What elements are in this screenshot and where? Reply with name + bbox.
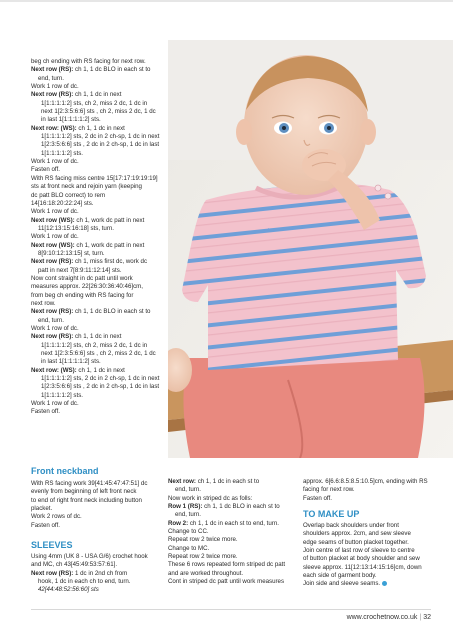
instruction-line — [31, 250, 169, 258]
instruction-line — [31, 350, 169, 358]
instruction-line — [31, 242, 169, 250]
instruction-text: 1[1:1:1:1:2] sts, ch 2, miss 2 dc, 1 dc in — [41, 99, 148, 107]
instruction-text: Fasten off. — [31, 521, 60, 529]
row-label: Next row (RS): — [31, 569, 74, 577]
instruction-line — [303, 572, 431, 580]
row-label: Next row (WS): — [31, 241, 75, 249]
instruction-text: 1[2:3:5:6:6] sts , 2 dc in 2 ch-sp, 1 dc in last — [41, 383, 160, 391]
instruction-text: and are worked throughout. — [168, 569, 244, 577]
instruction-line — [303, 495, 431, 503]
instruction-text: 1[1:1:1:1:2] sts. — [41, 391, 83, 399]
sleeves-end-text — [303, 478, 431, 503]
instruction-text: Join side and sleeve seams. — [303, 580, 381, 588]
instruction-text: of button placket at body shoulder and sew — [303, 555, 420, 563]
baby-photo-illustration — [168, 40, 453, 458]
row-label: Next row (RS): — [31, 333, 74, 341]
sleeves-continued-text — [168, 478, 298, 586]
instruction-line — [31, 333, 169, 341]
instruction-text: Fasten off. — [31, 408, 60, 416]
instruction-line — [303, 530, 431, 538]
instruction-line — [31, 292, 169, 300]
instruction-line — [31, 488, 161, 496]
instruction-line — [303, 547, 431, 555]
page-number: 32 — [423, 614, 431, 621]
row-label: Next row (WS): — [31, 216, 75, 224]
top-rule — [0, 0, 453, 2]
instruction-text: With RS facing miss centre 15[17:17:19:19:19] — [31, 174, 158, 182]
instruction-text: from beg ch ending with RS facing for — [31, 291, 134, 299]
instruction-line — [31, 258, 169, 266]
instruction-line — [31, 383, 169, 391]
instruction-text: Repeat row 2 twice more. — [168, 553, 238, 561]
instruction-text: facing for next row. — [303, 486, 355, 494]
footer-site-link[interactable]: www.crochetnow.co.uk — [346, 614, 418, 621]
page-footer — [335, 614, 431, 621]
pattern-instructions-top — [31, 58, 169, 417]
instruction-line — [168, 570, 298, 578]
instruction-line — [31, 561, 161, 569]
instruction-line — [31, 358, 169, 366]
instruction-line — [168, 561, 298, 569]
instruction-text: next row. — [31, 299, 56, 307]
instruction-line — [31, 308, 169, 316]
instruction-line — [303, 539, 431, 547]
instruction-text: Now cont straight in dc patt until work — [31, 274, 133, 282]
instruction-text: Now work in striped dc as folls: — [168, 494, 253, 502]
instruction-line — [31, 375, 169, 383]
instruction-text: ch 1, 1 dc in next — [76, 124, 125, 132]
sleeves-heading: SLEEVES — [31, 540, 73, 550]
instruction-line — [31, 497, 161, 505]
row-label: Next row: (WS): — [31, 124, 77, 132]
instruction-text: patt in next 7[8:9:11:12:14] sts. — [38, 266, 122, 274]
row-label: Next row (RS): — [31, 91, 74, 99]
instruction-text: Work 1 row of dc. — [31, 158, 79, 166]
end-of-pattern-icon — [382, 581, 387, 586]
instruction-text: Work 2 rows of dc. — [31, 513, 82, 521]
instruction-line — [303, 522, 431, 530]
instruction-line — [31, 75, 169, 83]
instruction-line — [31, 141, 169, 149]
instruction-line — [168, 545, 298, 553]
instruction-text: ch 1, work dc patt in next — [74, 241, 145, 249]
instruction-text: Overlap back shoulders under front — [303, 522, 399, 529]
instruction-text: 1[1:1:1:1:2] sts. — [41, 149, 83, 157]
row-label: Next row (RS): — [31, 308, 74, 316]
instruction-line — [31, 83, 169, 91]
instruction-text: 1[1:1:1:1:2] sts, ch 2, miss 2 dc, 1 dc in — [41, 341, 148, 349]
instruction-line — [31, 66, 169, 74]
instruction-text: Cont in striped dc patt until work measures — [168, 578, 285, 586]
instruction-text: ch 1, 1 dc BLO in each st to — [73, 66, 151, 74]
instruction-text: end, turn. — [175, 511, 201, 519]
instruction-line — [31, 586, 161, 594]
instruction-line — [168, 536, 298, 544]
row-label: Row 2: — [168, 519, 189, 527]
instruction-text: Work 1 row of dc. — [31, 208, 79, 216]
instruction-line — [168, 511, 298, 519]
instruction-text: These 6 rows repeated form striped dc patt — [168, 561, 286, 569]
instruction-line — [31, 300, 169, 308]
instruction-text: hook, 1 dc in each ch to end, turn. — [38, 578, 131, 586]
footer-separator: | — [419, 614, 422, 621]
instruction-line — [168, 553, 298, 561]
instruction-line — [168, 578, 298, 586]
instruction-line — [31, 267, 169, 275]
instruction-text: Using 4mm (UK 8 - USA G/6) crochet hook — [31, 553, 148, 560]
instruction-text: ch 1, work dc patt in next — [74, 216, 145, 224]
instruction-line — [31, 133, 169, 141]
instruction-text: Join centre of last row of sleeve to centre — [303, 547, 415, 555]
instruction-line — [168, 478, 298, 486]
instruction-line — [31, 175, 169, 183]
row-label: Next row (RS): — [31, 258, 74, 266]
instruction-line — [31, 125, 169, 133]
sleeves-text — [31, 553, 161, 595]
instruction-text: 1 dc in 2nd ch from — [73, 569, 128, 577]
instruction-text: in last 1[1:1:1:1:2] sts. — [41, 116, 101, 124]
instruction-line — [31, 200, 169, 208]
instruction-line — [303, 564, 431, 572]
instruction-text: dc patt BLO correct) to rem — [31, 191, 106, 199]
instruction-line — [31, 283, 169, 291]
make-up-heading: TO MAKE UP — [303, 509, 360, 519]
row-label: Next row: — [168, 478, 196, 485]
instruction-text: Work 1 row of dc. — [31, 233, 79, 241]
instruction-text: ch 1, 1 dc in next — [76, 366, 125, 374]
instruction-text: end, turn. — [38, 316, 64, 324]
instruction-text: approx. 6[6.6:8.5:8.5:10.5]cm, ending with RS — [303, 478, 428, 485]
instruction-text: ch 1, 1 dc BLO in each st to — [202, 503, 280, 511]
instruction-line — [31, 392, 169, 400]
instruction-text: end, turn. — [38, 74, 64, 82]
instruction-line — [168, 528, 298, 536]
row-label: Row 1 (RS): — [168, 503, 203, 511]
instruction-text: Work 1 row of dc. — [31, 325, 79, 332]
instruction-text: 1[1:1:1:1:2] sts, 2 dc in 2 ch-sp, 1 dc in next — [41, 375, 160, 383]
instruction-line — [303, 555, 431, 563]
instruction-text: in last 1[1:1:1:1:2] sts. — [41, 358, 101, 366]
instruction-line — [31, 166, 169, 174]
instruction-line — [303, 486, 431, 494]
instruction-text: edge seams of button placket together. — [303, 538, 409, 546]
instruction-text: next 1[2:3:5:6:6] sts , ch 2, miss 2 dc, 1 dc — [41, 108, 156, 116]
instruction-line — [168, 495, 298, 503]
instruction-line — [31, 275, 169, 283]
instruction-text: 14[16:18:20:22:24] sts. — [31, 199, 94, 207]
instruction-line — [31, 553, 161, 561]
instruction-line — [31, 150, 169, 158]
instruction-text: shoulders approx. 2cm, and sew sleeve — [303, 530, 411, 538]
instruction-line — [31, 58, 169, 66]
instruction-line — [31, 578, 161, 586]
instruction-line — [31, 183, 169, 191]
instruction-text: Work 1 row of dc. — [31, 83, 79, 91]
instruction-line — [31, 108, 169, 116]
make-up-text — [303, 522, 431, 589]
instruction-text: to end of right front neck including button — [31, 496, 142, 504]
instruction-text: Fasten off. — [31, 166, 60, 174]
instruction-text: end, turn. — [175, 486, 201, 494]
instruction-text: 11[12:13:15:16:18] sts, turn. — [38, 224, 115, 232]
instruction-text: 42[44:48:52:56:60] sts — [38, 586, 99, 594]
instruction-line — [168, 520, 298, 528]
row-label: Next row (RS): — [31, 66, 74, 74]
instruction-text: sts at front neck and rejoin yarn (keeping — [31, 183, 142, 191]
instruction-line — [31, 225, 169, 233]
instruction-text: ch 1, miss first dc, work dc — [73, 258, 148, 266]
instruction-text: ch 1, 1 dc in next — [73, 333, 122, 341]
instruction-line — [168, 503, 298, 511]
instruction-line — [31, 342, 169, 350]
instruction-line — [31, 513, 161, 521]
instruction-line — [31, 116, 169, 124]
instruction-text: ch 1, 1 dc in each st to end, turn. — [188, 519, 279, 527]
instruction-text: measures approx. 22[26:30:36:40:46]cm, — [31, 283, 143, 291]
instruction-line — [31, 91, 169, 99]
front-neckband-text — [31, 480, 161, 530]
instruction-line — [31, 400, 169, 408]
instruction-line — [303, 478, 431, 486]
instruction-line — [168, 486, 298, 494]
instruction-text: Fasten off. — [303, 494, 332, 502]
instruction-line — [31, 158, 169, 166]
instruction-text: 1[1:1:1:1:2] sts, 2 dc in 2 ch-sp, 1 dc in next — [41, 133, 160, 141]
instruction-text: each side of garment body. — [303, 572, 377, 580]
instruction-text: ch 1, 1 dc in each st to — [195, 478, 260, 485]
instruction-text: ch 1, 1 dc BLO in each st to — [73, 308, 151, 316]
front-neckband-heading: Front neckband — [31, 466, 99, 476]
instruction-text: evenly from beginning of left front neck — [31, 488, 137, 496]
instruction-text: 1[2:3:5:6:6] sts , 2 dc in 2 ch-sp, 1 dc in last — [41, 141, 160, 149]
instruction-line — [31, 217, 169, 225]
instruction-text: next 1[2:3:5:6:6] sts , ch 2, miss 2 dc, 1 dc — [41, 350, 156, 358]
instruction-text: Change to MC. — [168, 544, 210, 552]
footer-rule — [31, 609, 431, 610]
instruction-text: With RS facing work 39[41:45:47:47:51] dc — [31, 480, 148, 487]
instruction-text: ch 1, 1 dc in next — [73, 91, 122, 99]
instruction-text: sleeve approx. 11[12:13:14:15:16]cm, down — [303, 563, 422, 571]
instruction-line — [31, 317, 169, 325]
instruction-text: and MC, ch 43[45:49:53:57:61]. — [31, 561, 118, 569]
instruction-line — [31, 192, 169, 200]
instruction-text: Work 1 row of dc. — [31, 400, 79, 408]
instruction-line — [31, 570, 161, 578]
instruction-text: Repeat row 2 twice more. — [168, 536, 238, 544]
instruction-text: 8[9:10:12:13:15] st, turn. — [38, 249, 105, 257]
instruction-line — [31, 208, 169, 216]
instruction-line — [303, 580, 431, 588]
instruction-line — [31, 325, 169, 333]
instruction-line — [31, 100, 169, 108]
instruction-text: placket. — [31, 505, 53, 513]
instruction-text: beg ch ending with RS facing for next row. — [31, 58, 146, 65]
baby-photo — [168, 40, 453, 458]
instruction-line — [31, 522, 161, 530]
row-label: Next row: (WS): — [31, 366, 77, 374]
instruction-line — [31, 408, 169, 416]
instruction-line — [31, 233, 169, 241]
instruction-line — [31, 480, 161, 488]
instruction-line — [31, 505, 161, 513]
instruction-text: Change to CC. — [168, 528, 209, 536]
instruction-line — [31, 367, 169, 375]
